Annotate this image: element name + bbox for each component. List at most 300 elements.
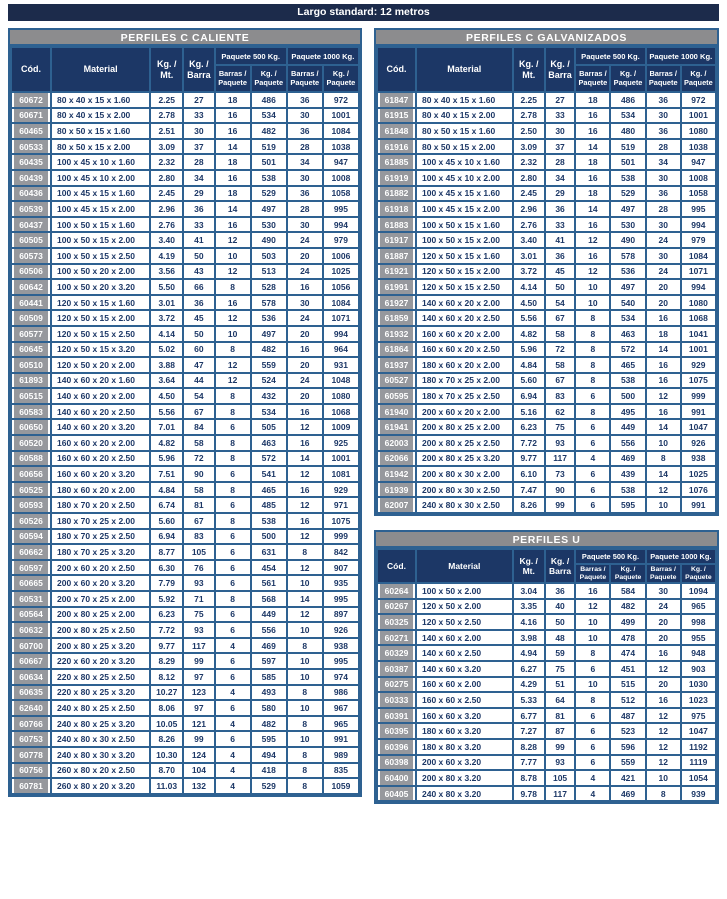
barras-paquete-1000-cell: 34 [646, 154, 681, 170]
kg-paquete-500-cell: 494 [251, 747, 287, 763]
kg-paquete-1000-cell: 1001 [681, 342, 716, 358]
table-row [11, 716, 359, 732]
material-cell: 200 x 80 x 25 x 2.00 [416, 419, 513, 435]
kg-per-barra-cell: 33 [183, 217, 214, 233]
kg-per-barra-cell: 28 [545, 154, 576, 170]
table-row [11, 622, 359, 638]
kg-paquete-1000-cell: 1075 [323, 513, 359, 529]
barras-paquete-1000-cell: 8 [287, 685, 323, 701]
barras-paquete-1000-cell: 10 [287, 575, 323, 591]
kg-per-mt-cell: 2.96 [513, 201, 545, 217]
kg-paquete-1000-cell: 842 [323, 544, 359, 560]
cod-cell: 60275 [377, 677, 416, 693]
table-row [11, 466, 359, 482]
kg-paquete-1000-cell: 1038 [323, 139, 359, 155]
kg-per-mt-cell: 6.10 [513, 466, 545, 482]
kg-per-mt-cell: 4.14 [150, 326, 183, 342]
material-cell: 200 x 60 x 20 x 2.00 [416, 404, 513, 420]
barras-paquete-500-cell: 6 [575, 419, 610, 435]
barras-paquete-1000-cell: 20 [646, 295, 681, 311]
col-header-kg-paquete-500: Kg. / Paquete [610, 65, 645, 92]
table-row [377, 201, 716, 217]
kg-per-barra-cell: 104 [183, 763, 214, 779]
material-cell: 200 x 80 x 25 x 2.00 [51, 607, 150, 623]
col-header-barras-paquete-500: Barras / Paquete [575, 65, 610, 92]
barras-paquete-1000-cell: 20 [646, 630, 681, 646]
barras-paquete-500-cell: 8 [215, 591, 251, 607]
kg-paquete-500-cell: 559 [251, 357, 287, 373]
barras-paquete-500-cell: 12 [215, 310, 251, 326]
kg-paquete-500-cell: 534 [610, 108, 645, 124]
kg-paquete-500-cell: 497 [610, 201, 645, 217]
kg-per-barra-cell: 33 [183, 108, 214, 124]
table-row [11, 435, 359, 451]
barras-paquete-1000-cell: 36 [287, 186, 323, 202]
kg-paquete-1000-cell: 995 [323, 591, 359, 607]
material-cell: 100 x 50 x 15 x 2.00 [51, 232, 150, 248]
barras-paquete-500-cell: 8 [575, 645, 610, 661]
barras-paquete-1000-cell: 16 [646, 692, 681, 708]
material-cell: 100 x 45 x 10 x 2.00 [416, 170, 513, 186]
cod-cell: 60781 [11, 778, 51, 794]
kg-per-barra-cell: 99 [183, 653, 214, 669]
kg-paquete-1000-cell: 1076 [681, 482, 716, 498]
kg-per-mt-cell: 3.98 [513, 630, 545, 646]
table-row [377, 614, 716, 630]
barras-paquete-1000-cell: 24 [646, 264, 681, 280]
cod-cell: 60505 [11, 232, 51, 248]
kg-paquete-500-cell: 418 [251, 763, 287, 779]
material-cell: 160 x 60 x 3.20 [416, 708, 513, 724]
kg-paquete-1000-cell: 1080 [681, 295, 716, 311]
barras-paquete-1000-cell: 14 [287, 591, 323, 607]
table-row [377, 435, 716, 451]
barras-paquete-500-cell: 12 [215, 357, 251, 373]
barras-paquete-1000-cell: 10 [646, 770, 681, 786]
kg-per-barra-cell: 59 [545, 645, 576, 661]
material-cell: 100 x 45 x 15 x 1.60 [51, 186, 150, 202]
barras-paquete-500-cell: 4 [215, 763, 251, 779]
barras-paquete-500-cell: 6 [215, 700, 251, 716]
kg-paquete-1000-cell: 994 [323, 217, 359, 233]
kg-paquete-1000-cell: 1058 [323, 186, 359, 202]
cod-cell: 60436 [11, 186, 51, 202]
barras-paquete-500-cell: 8 [215, 342, 251, 358]
kg-per-mt-cell: 2.78 [150, 108, 183, 124]
kg-per-barra-cell: 84 [183, 419, 214, 435]
kg-paquete-1000-cell: 964 [323, 342, 359, 358]
material-cell: 100 x 50 x 15 x 1.60 [416, 217, 513, 233]
cod-cell: 61991 [377, 279, 416, 295]
kg-paquete-1000-cell: 986 [323, 685, 359, 701]
kg-per-mt-cell: 8.29 [150, 653, 183, 669]
barras-paquete-500-cell: 4 [215, 747, 251, 763]
kg-per-barra-cell: 28 [183, 154, 214, 170]
barras-paquete-1000-cell: 8 [287, 716, 323, 732]
barras-paquete-500-cell: 6 [575, 435, 610, 451]
table-row [11, 731, 359, 747]
cod-cell: 60264 [377, 583, 416, 599]
col-header-material: Material [51, 47, 150, 92]
cod-cell: 61893 [11, 373, 51, 389]
kg-per-barra-cell: 99 [545, 739, 576, 755]
largo-standard-banner [8, 4, 719, 21]
table-row [11, 295, 359, 311]
kg-per-barra-cell: 45 [183, 310, 214, 326]
material-cell: 180 x 80 x 3.20 [416, 739, 513, 755]
kg-paquete-1000-cell: 1048 [323, 373, 359, 389]
cod-cell: 61848 [377, 123, 416, 139]
material-cell: 140 x 60 x 20 x 2.50 [51, 404, 150, 420]
barras-paquete-1000-cell: 36 [646, 186, 681, 202]
kg-per-mt-cell: 2.51 [150, 123, 183, 139]
kg-paquete-1000-cell: 1054 [681, 770, 716, 786]
barras-paquete-500-cell: 4 [215, 638, 251, 654]
barras-paquete-1000-cell: 14 [646, 466, 681, 482]
kg-paquete-500-cell: 432 [251, 388, 287, 404]
kg-per-barra-cell: 67 [183, 404, 214, 420]
kg-per-mt-cell: 5.16 [513, 404, 545, 420]
kg-per-mt-cell: 5.60 [150, 513, 183, 529]
barras-paquete-1000-cell: 16 [287, 435, 323, 451]
table-row [377, 419, 716, 435]
kg-per-barra-cell: 105 [545, 770, 576, 786]
cod-cell: 60405 [377, 786, 416, 802]
kg-per-mt-cell: 6.23 [150, 607, 183, 623]
material-cell: 140 x 60 x 20 x 2.50 [416, 310, 513, 326]
kg-paquete-500-cell: 534 [610, 310, 645, 326]
kg-per-barra-cell: 60 [183, 342, 214, 358]
kg-paquete-500-cell: 490 [251, 232, 287, 248]
barras-paquete-500-cell: 16 [575, 583, 610, 599]
kg-per-mt-cell: 2.25 [513, 92, 545, 108]
table-row [377, 739, 716, 755]
kg-per-barra-cell: 50 [545, 614, 576, 630]
perfiles-c-galvanizados-grid [376, 46, 717, 514]
kg-paquete-500-cell: 497 [610, 279, 645, 295]
barras-paquete-1000-cell: 10 [646, 497, 681, 513]
kg-paquete-500-cell: 478 [610, 630, 645, 646]
barras-paquete-500-cell: 8 [215, 513, 251, 529]
barras-paquete-1000-cell: 36 [646, 92, 681, 108]
col-header-kg-paquete-1000: Kg. / Paquete [323, 65, 359, 92]
kg-paquete-500-cell: 529 [251, 186, 287, 202]
cod-cell: 60396 [377, 739, 416, 755]
cod-cell: 61882 [377, 186, 416, 202]
barras-paquete-500-cell: 8 [215, 482, 251, 498]
barras-paquete-1000-cell: 28 [287, 201, 323, 217]
material-cell: 100 x 45 x 15 x 2.00 [416, 201, 513, 217]
kg-paquete-1000-cell: 999 [323, 529, 359, 545]
barras-paquete-500-cell: 6 [575, 755, 610, 771]
barras-paquete-500-cell: 8 [575, 310, 610, 326]
kg-per-barra-cell: 90 [545, 482, 576, 498]
kg-paquete-1000-cell: 1041 [681, 326, 716, 342]
cod-cell: 61937 [377, 357, 416, 373]
kg-paquete-500-cell: 503 [251, 248, 287, 264]
barras-paquete-1000-cell: 12 [646, 723, 681, 739]
table-row [377, 692, 716, 708]
kg-paquete-1000-cell: 1071 [681, 264, 716, 280]
table-row [11, 232, 359, 248]
material-cell: 240 x 80 x 30 x 2.50 [51, 731, 150, 747]
table-row [377, 466, 716, 482]
col-header-barras-paquete-1000: Barras / Paquete [646, 65, 681, 92]
table-row [11, 264, 359, 280]
cod-cell: 60588 [11, 451, 51, 467]
kg-paquete-500-cell: 515 [610, 677, 645, 693]
barras-paquete-500-cell: 8 [575, 326, 610, 342]
kg-per-barra-cell: 27 [183, 92, 214, 108]
kg-per-barra-cell: 124 [183, 747, 214, 763]
kg-paquete-500-cell: 538 [251, 513, 287, 529]
col-header-kg-paquete-1000: Kg. / Paquete [681, 564, 716, 583]
table-row [377, 708, 716, 724]
barras-paquete-500-cell: 12 [575, 232, 610, 248]
material-cell: 100 x 45 x 10 x 1.60 [416, 154, 513, 170]
barras-paquete-500-cell: 6 [215, 466, 251, 482]
table-row [11, 419, 359, 435]
kg-paquete-1000-cell: 926 [323, 622, 359, 638]
barras-paquete-500-cell: 8 [575, 373, 610, 389]
kg-paquete-500-cell: 486 [251, 92, 287, 108]
barras-paquete-1000-cell: 8 [287, 763, 323, 779]
kg-paquete-500-cell: 519 [251, 139, 287, 155]
kg-per-mt-cell: 4.84 [513, 357, 545, 373]
kg-paquete-1000-cell: 1075 [681, 373, 716, 389]
table-row [11, 170, 359, 186]
kg-per-barra-cell: 67 [183, 513, 214, 529]
kg-per-mt-cell: 7.47 [513, 482, 545, 498]
kg-paquete-500-cell: 580 [251, 700, 287, 716]
material-cell: 200 x 80 x 25 x 3.20 [51, 638, 150, 654]
perfiles-u-grid [376, 548, 717, 802]
kg-paquete-500-cell: 469 [251, 638, 287, 654]
table-row [11, 123, 359, 139]
barras-paquete-1000-cell: 30 [287, 295, 323, 311]
material-cell: 200 x 80 x 25 x 2.50 [416, 435, 513, 451]
material-cell: 100 x 50 x 15 x 2.00 [416, 232, 513, 248]
table-row [377, 186, 716, 202]
cod-cell: 61917 [377, 232, 416, 248]
material-cell: 200 x 80 x 25 x 2.50 [51, 622, 150, 638]
table-row [11, 451, 359, 467]
kg-per-barra-cell: 105 [183, 544, 214, 560]
barras-paquete-1000-cell: 24 [646, 232, 681, 248]
kg-paquete-1000-cell: 1023 [681, 692, 716, 708]
kg-per-mt-cell: 2.45 [513, 186, 545, 202]
table-row [377, 404, 716, 420]
kg-paquete-1000-cell: 1056 [323, 279, 359, 295]
barras-paquete-1000-cell: 16 [646, 404, 681, 420]
material-cell: 180 x 60 x 3.20 [416, 723, 513, 739]
kg-per-barra-cell: 44 [183, 373, 214, 389]
kg-paquete-500-cell: 538 [610, 482, 645, 498]
table-row [377, 123, 716, 139]
table-row [377, 677, 716, 693]
barras-paquete-1000-cell: 24 [287, 310, 323, 326]
col-header-material: Material [416, 47, 513, 92]
barras-paquete-1000-cell: 30 [646, 217, 681, 233]
cod-cell: 61927 [377, 295, 416, 311]
kg-per-barra-cell: 45 [545, 264, 576, 280]
barras-paquete-1000-cell: 14 [646, 419, 681, 435]
table-row [377, 482, 716, 498]
kg-per-mt-cell: 10.05 [150, 716, 183, 732]
perfiles-c-caliente-grid [10, 46, 360, 795]
kg-per-barra-cell: 37 [183, 139, 214, 155]
material-cell: 160 x 60 x 20 x 2.50 [51, 451, 150, 467]
kg-paquete-500-cell: 534 [251, 108, 287, 124]
cod-cell: 61916 [377, 139, 416, 155]
material-cell: 220 x 80 x 25 x 2.50 [51, 669, 150, 685]
material-cell: 160 x 60 x 20 x 2.00 [51, 435, 150, 451]
cod-cell: 60642 [11, 279, 51, 295]
kg-paquete-500-cell: 534 [251, 404, 287, 420]
cod-cell: 61941 [377, 419, 416, 435]
kg-paquete-500-cell: 530 [251, 217, 287, 233]
barras-paquete-1000-cell: 24 [287, 264, 323, 280]
barras-paquete-500-cell: 10 [575, 677, 610, 693]
barras-paquete-500-cell: 10 [575, 295, 610, 311]
kg-paquete-1000-cell: 1025 [323, 264, 359, 280]
cod-cell: 60573 [11, 248, 51, 264]
barras-paquete-500-cell: 18 [575, 154, 610, 170]
cod-cell: 60656 [11, 466, 51, 482]
kg-per-mt-cell: 6.77 [513, 708, 545, 724]
cod-cell: 61932 [377, 326, 416, 342]
barras-paquete-500-cell: 8 [215, 279, 251, 295]
material-cell: 100 x 45 x 15 x 2.00 [51, 201, 150, 217]
material-cell: 200 x 60 x 20 x 3.20 [51, 575, 150, 591]
table-title: PERFILES U [376, 532, 717, 548]
kg-paquete-500-cell: 499 [610, 614, 645, 630]
kg-paquete-1000-cell: 1030 [681, 677, 716, 693]
kg-per-mt-cell: 7.79 [150, 575, 183, 591]
kg-per-mt-cell: 2.25 [150, 92, 183, 108]
barras-paquete-500-cell: 10 [575, 630, 610, 646]
table-row [11, 560, 359, 576]
col-header-kg-barra: Kg. / Barra [545, 549, 576, 583]
cod-cell: 60645 [11, 342, 51, 358]
table-row [377, 310, 716, 326]
kg-paquete-1000-cell: 1001 [681, 108, 716, 124]
material-cell: 180 x 70 x 25 x 2.50 [416, 388, 513, 404]
kg-paquete-500-cell: 541 [251, 466, 287, 482]
kg-per-mt-cell: 4.19 [150, 248, 183, 264]
cod-cell: 60506 [11, 264, 51, 280]
cod-cell: 61919 [377, 170, 416, 186]
barras-paquete-500-cell: 16 [575, 170, 610, 186]
kg-per-barra-cell: 50 [183, 326, 214, 342]
barras-paquete-500-cell: 8 [215, 435, 251, 451]
barras-paquete-1000-cell: 14 [646, 342, 681, 358]
barras-paquete-1000-cell: 16 [287, 404, 323, 420]
cod-cell: 61864 [377, 342, 416, 358]
table-row [377, 388, 716, 404]
barras-paquete-1000-cell: 8 [287, 638, 323, 654]
material-cell: 80 x 40 x 15 x 1.60 [416, 92, 513, 108]
kg-per-barra-cell: 30 [183, 123, 214, 139]
material-cell: 260 x 80 x 20 x 2.50 [51, 763, 150, 779]
table-row [11, 201, 359, 217]
kg-paquete-1000-cell: 1084 [681, 248, 716, 264]
material-cell: 100 x 50 x 15 x 2.50 [51, 248, 150, 264]
barras-paquete-500-cell: 8 [215, 404, 251, 420]
barras-paquete-1000-cell: 10 [287, 622, 323, 638]
material-cell: 180 x 70 x 20 x 2.50 [51, 497, 150, 513]
left-column [8, 28, 362, 797]
barras-paquete-500-cell: 6 [215, 607, 251, 623]
table-row [11, 669, 359, 685]
cod-cell: 60756 [11, 763, 51, 779]
kg-paquete-1000-cell: 994 [681, 217, 716, 233]
barras-paquete-500-cell: 16 [575, 108, 610, 124]
kg-paquete-500-cell: 497 [251, 326, 287, 342]
kg-paquete-500-cell: 495 [610, 404, 645, 420]
col-header-kg-mt: Kg. / Mt. [150, 47, 183, 92]
table-row [377, 645, 716, 661]
kg-per-barra-cell: 71 [183, 591, 214, 607]
table-row [377, 723, 716, 739]
kg-per-mt-cell: 7.72 [513, 435, 545, 451]
kg-per-barra-cell: 99 [545, 497, 576, 513]
barras-paquete-1000-cell: 8 [287, 747, 323, 763]
kg-per-barra-cell: 75 [545, 661, 576, 677]
kg-paquete-500-cell: 556 [610, 435, 645, 451]
barras-paquete-1000-cell: 18 [646, 326, 681, 342]
barras-paquete-500-cell: 6 [215, 419, 251, 435]
table-row [11, 357, 359, 373]
table-row [11, 248, 359, 264]
kg-per-mt-cell: 8.12 [150, 669, 183, 685]
kg-paquete-500-cell: 578 [610, 248, 645, 264]
kg-paquete-1000-cell: 965 [323, 716, 359, 732]
barras-paquete-1000-cell: 30 [287, 170, 323, 186]
table-row [11, 108, 359, 124]
cod-cell: 60672 [11, 92, 51, 108]
kg-paquete-500-cell: 536 [610, 264, 645, 280]
material-cell: 240 x 80 x 30 x 3.20 [51, 747, 150, 763]
barras-paquete-1000-cell: 8 [287, 544, 323, 560]
kg-per-barra-cell: 93 [183, 622, 214, 638]
kg-paquete-500-cell: 523 [610, 723, 645, 739]
cod-cell: 60667 [11, 653, 51, 669]
barras-paquete-500-cell: 12 [575, 599, 610, 615]
table-row [11, 513, 359, 529]
barras-paquete-500-cell: 18 [215, 92, 251, 108]
kg-per-mt-cell: 4.94 [513, 645, 545, 661]
cod-cell: 60510 [11, 357, 51, 373]
cod-cell: 60527 [377, 373, 416, 389]
barras-paquete-500-cell: 8 [215, 388, 251, 404]
barras-paquete-500-cell: 16 [575, 248, 610, 264]
kg-per-mt-cell: 2.78 [513, 108, 545, 124]
barras-paquete-1000-cell: 20 [646, 677, 681, 693]
barras-paquete-1000-cell: 36 [287, 123, 323, 139]
barras-paquete-1000-cell: 12 [287, 529, 323, 545]
barras-paquete-1000-cell: 16 [646, 373, 681, 389]
cod-cell: 60539 [11, 201, 51, 217]
kg-paquete-1000-cell: 947 [323, 154, 359, 170]
kg-paquete-500-cell: 497 [251, 201, 287, 217]
material-cell: 140 x 60 x 20 x 2.00 [416, 295, 513, 311]
barras-paquete-1000-cell: 36 [287, 92, 323, 108]
kg-paquete-1000-cell: 939 [681, 786, 716, 802]
kg-per-barra-cell: 83 [545, 388, 576, 404]
cod-cell: 60435 [11, 154, 51, 170]
material-cell: 100 x 50 x 2.00 [416, 583, 513, 599]
